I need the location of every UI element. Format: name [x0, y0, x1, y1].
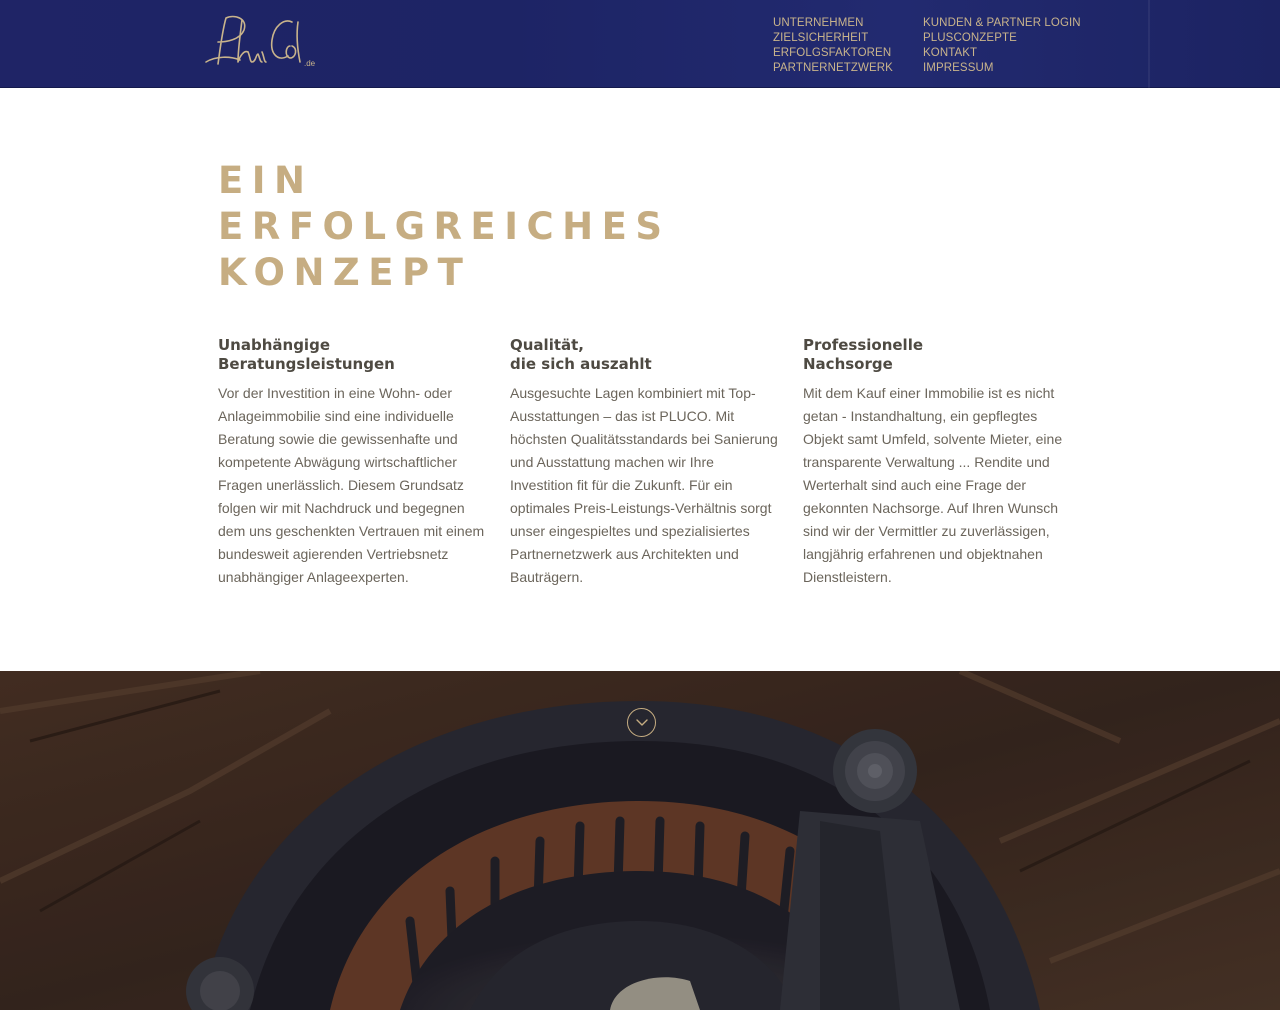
main-nav-secondary [923, 16, 1081, 76]
headline-line-3: KONZEPT [218, 251, 472, 294]
nav-link-erfolgsfaktoren[interactable]: ERFOLGSFAKTOREN [773, 47, 892, 59]
feature-title: Unabhängige Beratungsleistungen [218, 336, 395, 373]
feature-text: Ausgesuchte Lagen kombiniert mit Top-Ausstattungen – das ist PLUCO. Mit höchsten Qualitätsstandards bei Sanierung und Ausstattung machen wir Ihre Investition fit für die Zukunft. Für ein optimales Preis-Leistungs-Verhältnis sorgt unser eingespieltes und spezialisiertes Partnernetzwerk aus Architekten und Bauträgern. [510, 385, 778, 585]
nav-link-zielsicherheit[interactable]: ZIELSICHERHEIT [773, 32, 869, 44]
feature-column-nachsorge [803, 336, 1071, 589]
nav-link-login[interactable]: KUNDEN & PARTNER LOGIN [923, 17, 1081, 29]
scroll-down-button[interactable] [627, 708, 656, 737]
nav-link-partnernetzwerk[interactable]: PARTNERNETZWERK [773, 62, 893, 74]
feature-title: Professionelle Nachsorge [803, 336, 924, 373]
main-nav-primary [773, 16, 893, 76]
page-headline [218, 158, 718, 296]
site-logo[interactable] [204, 12, 324, 74]
site-header [0, 0, 1280, 88]
feature-column-qualitaet [510, 336, 778, 589]
feature-title: Qualität, die sich auszahlt [510, 336, 652, 373]
nav-link-plusconzepte[interactable]: PLUSCONZEPTE [923, 32, 1017, 44]
nav-link-impressum[interactable]: IMPRESSUM [923, 62, 994, 74]
chevron-down-icon [636, 719, 648, 727]
feature-text: Vor der Investition in eine Wohn- oder Anlageimmobilie sind eine individuelle Beratung sowie die gewissenhafte und kompetente Abwägung wirtschaftlicher Fragen unerlässlich. Diesem Grundsatz folgen wir mit Nachdruck und begegnen dem uns geschenkten Vertrauen mit einem bundesweit agierenden Vertriebsnetz unabhängiger Anlageexperten. [218, 385, 485, 585]
svg-text:.de: .de [304, 59, 316, 68]
nav-link-kontakt[interactable]: KONTAKT [923, 47, 978, 59]
nav-link-unternehmen[interactable]: UNTERNEHMEN [773, 17, 864, 29]
feature-column-beratung [218, 336, 486, 589]
feature-text: Mit dem Kauf einer Immobilie ist es nicht getan - Instandhaltung, ein gepflegtes Objekt samt Umfeld, solvente Mieter, eine transparente Verwaltung ... Rendite und Werterhalt sind auch eine Frage der gekonnten Nachsorge. Auf Ihren Wunsch sind wir der Vermittler zu zuverlässigen, langjährig erfahrenen und objektnahen Dienstleistern. [803, 385, 1063, 585]
headline-line-2: ERFOLGREICHES [218, 205, 671, 248]
headline-line-1: EIN [218, 159, 314, 202]
